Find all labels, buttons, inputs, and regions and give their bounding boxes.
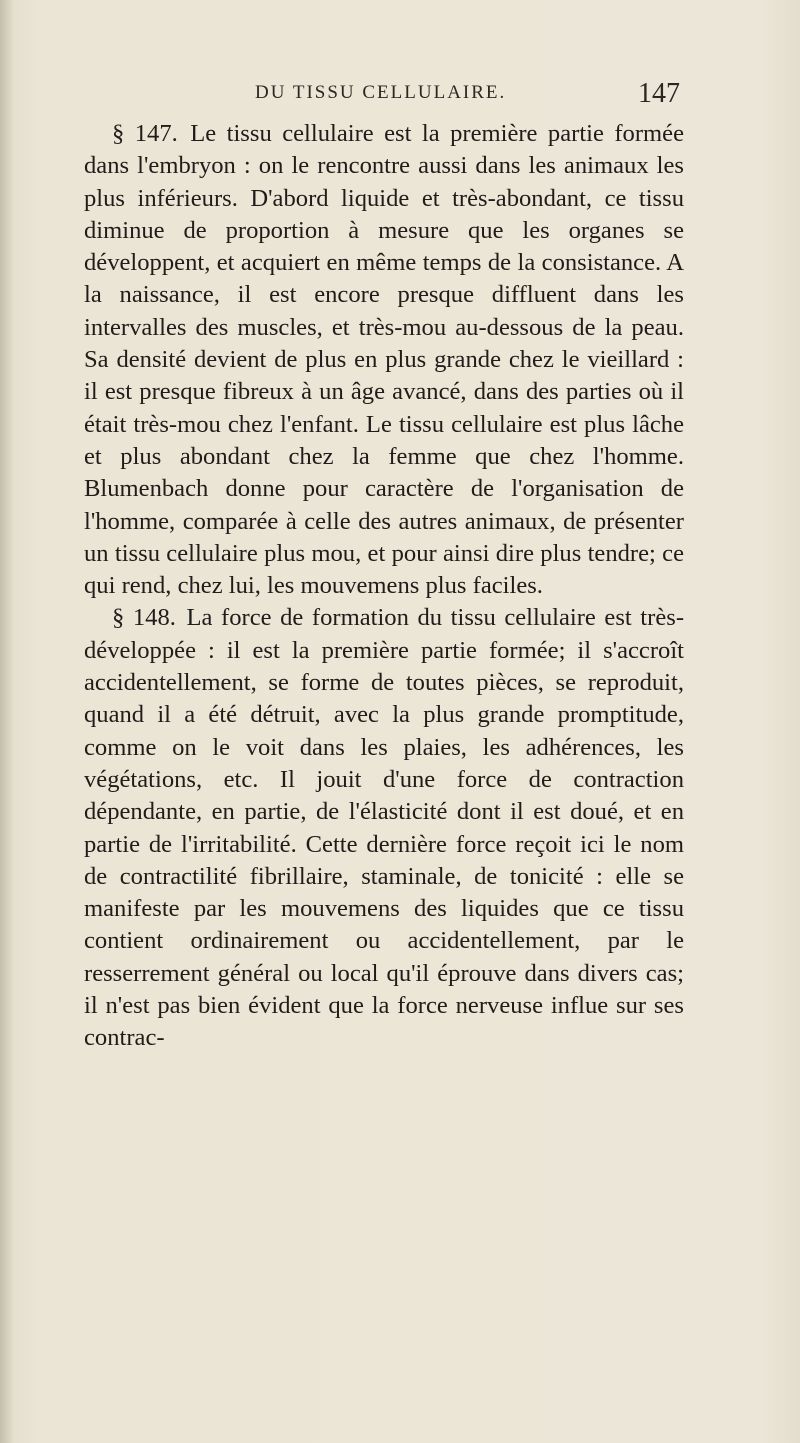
paragraph-text: La force de formation du tissu cellulaire est très-développée : il est la première partie formée; il s'accroît accidentellement, se forme de toutes pièces, se reproduit, quand il a été détruit, avec la plus grande promptitude, comme on le voit dans les plaies, les adhérences, les végétations, etc. Il jouit d'une force de contraction dépendante, en partie, de l'élasticité dont il est doué, et en partie de l'irritabilité. Cette dernière force reçoit ici le nom de contractilité fibrillaire, staminale, de tonicité : elle se manifeste par les mouvemens des liquides que ce tissu contient ordinairement ou accidentellement, par le resserrement général ou local qu'il éprouve dans divers cas; il n'est pas bien évident que la force nerveuse influe sur ses contrac- (84, 604, 685, 1052)
running-title: DU TISSU CELLULAIRE. (255, 82, 507, 103)
paragraph-148 (84, 602, 684, 1054)
body-text (84, 118, 684, 1055)
section-number: § 147. (112, 120, 178, 147)
page-header (160, 78, 680, 118)
page-fold-shadow (0, 0, 14, 1443)
paragraph-text: Le tissu cellulaire est la première partie formée dans l'embryon : on le rencontre aussi dans les animaux les plus inférieurs. D'abord liquide et très-abondant, ce tissu diminue de proportion à mesure que les organes se développent, et acquiert en même temps de la consistance. A la naissance, il est encore presque diffluent dans les intervalles des muscles, et très-mou au-dessous de la peau. Sa densité devient de plus en plus grande chez le vieillard : il est presque fibreux à un âge avancé, dans des parties où il était très-mou chez l'enfant. Le tissu cellulaire est plus lâche et plus abondant chez la femme que chez l'homme. Blumenbach donne pour caractère de l'organisation de l'homme, comparée à celle des autres animaux, de présenter un tissu cellulaire plus mou, et pour ainsi dire plus tendre; ce qui rend, chez lui, les mouvemens plus faciles. (84, 120, 684, 600)
section-number: § 148. (112, 604, 176, 632)
page-number: 147 (638, 78, 680, 109)
paragraph-147 (84, 118, 684, 602)
